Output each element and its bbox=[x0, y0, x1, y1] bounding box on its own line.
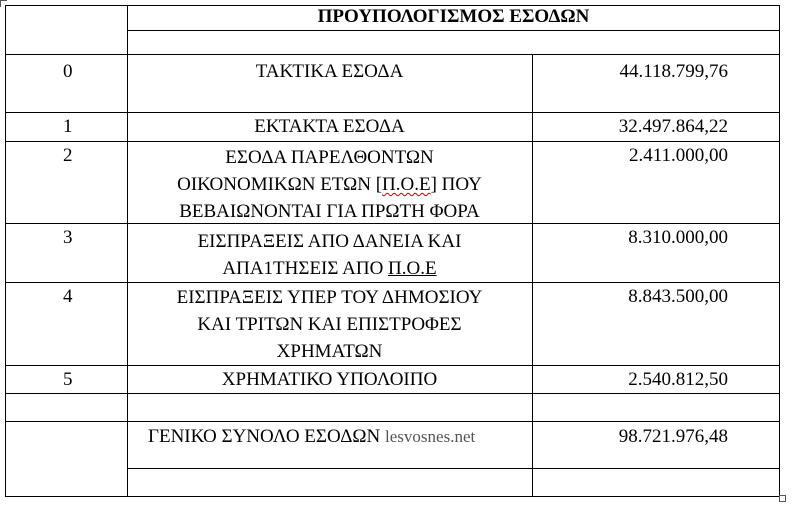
row-description: ΕΚΤΑΚΤΑ ΕΣΟΔΑ bbox=[254, 116, 405, 137]
row-code: 2 bbox=[63, 145, 73, 166]
row-description: ΧΡΗΜΑΤΙΚΟ ΥΠΟΛΟΙΠΟ bbox=[221, 369, 438, 390]
row-amount: 32.497.864,22 bbox=[618, 116, 728, 137]
row-amount: 44.118.799,76 bbox=[619, 61, 728, 82]
row-description-line2: ΑΠΑ1ΤΗΣΕΙΣ ΑΠΟ Π.Ο.Ε bbox=[222, 258, 437, 279]
row-description: ΕΙΣΠΡΑΞΕΙΣ ΑΠΟ ΔΑΝΕΙΑ ΚΑΙ bbox=[197, 231, 462, 252]
underlined-text: Π.Ο.Ε bbox=[388, 258, 437, 279]
row-amount: 8.843.500,00 bbox=[628, 286, 728, 307]
row-description: ΤΑΚΤΙΚΑ ΕΣΟΔΑ bbox=[255, 61, 404, 82]
spellcheck-underlined-text: Π.Ο.Ε bbox=[382, 174, 431, 195]
total-label: ΓΕΝΙΚΟ ΣΥΝΟΛΟ ΕΣΟΔΩΝ bbox=[148, 426, 381, 447]
table-title: ΠΡΟΥΠΟΛΟΓΙΣΜΟΣ ΕΣΟΔΩΝ bbox=[317, 6, 590, 27]
watermark-text: lesvosnes.net bbox=[385, 427, 476, 446]
row-amount: 2.540.812,50 bbox=[628, 369, 728, 390]
row-description: ΕΣΟΔΑ ΠΑΡΕΛΘΟΝΤΩΝ bbox=[225, 147, 434, 168]
table-resize-handle[interactable] bbox=[779, 495, 786, 502]
row-code: 1 bbox=[63, 116, 73, 137]
row-code: 3 bbox=[63, 227, 73, 248]
row-description-line2: ΟΙΚΟΝΟΜΙΚΩΝ ΕΤΩΝ [Π.Ο.Ε] ΠΟΥ bbox=[177, 174, 482, 195]
row-code: 0 bbox=[63, 61, 73, 82]
row-description-line3: ΒΕΒΑΙΩΝΟΝΤΑΙ ΓΙΑ ΠΡΩΤΗ ΦΟΡΑ bbox=[179, 201, 480, 222]
row-code: 5 bbox=[63, 369, 73, 390]
total-amount: 98.721.976,48 bbox=[618, 426, 728, 447]
row-description-line3: ΧΡΗΜΑΤΩΝ bbox=[276, 341, 383, 362]
row-code: 4 bbox=[63, 286, 73, 307]
total-label-line bbox=[148, 423, 475, 451]
row-description: ΕΙΣΠΡΑΞΕΙΣ ΥΠΕΡ ΤΟΥ ΔΗΜΟΣΙΟΥ bbox=[176, 287, 483, 308]
row-amount: 8.310.000,00 bbox=[628, 227, 728, 248]
row-amount: 2.411.000,00 bbox=[628, 145, 728, 166]
row-description-line2: ΚΑΙ ΤΡΙΤΩΝ ΚΑΙ ΕΠΙΣΤΡΟΦΕΣ bbox=[197, 314, 462, 335]
